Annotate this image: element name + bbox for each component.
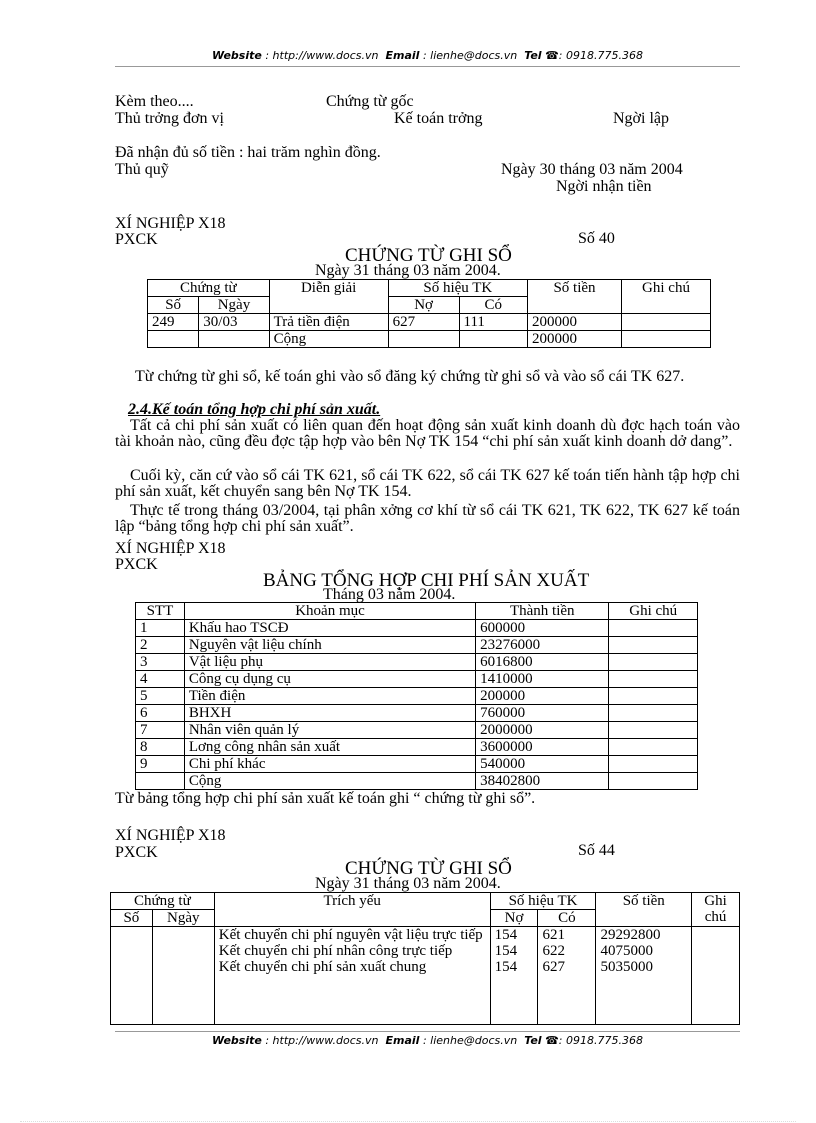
paragraph-4: Thực tế trong tháng 03/2004, tại phân xởng cơ khí từ sổ cái TK 621, TK 622, TK 627 kế toán lập “bảng tổng hợp chi phí sản xuất”. [115, 502, 740, 535]
section-date-3: Ngày 31 tháng 03 năm 2004. [315, 875, 501, 892]
col-trich-yeu: Trích yếu [214, 893, 490, 927]
thu-quy: Thủ quỹ [115, 161, 169, 178]
table-row [136, 620, 698, 637]
voucher-table-40 [147, 279, 711, 348]
row-stt: 3 [136, 654, 185, 671]
amount-value: 29292800 [600, 927, 661, 943]
col-chung-tu-3: Chứng từ [111, 893, 215, 910]
list-item: Kết chuyển chi phí nguyên vật liệu trực tiếp [218, 927, 483, 943]
amount-cell [596, 927, 692, 1025]
table-row [136, 671, 698, 688]
table-row [136, 739, 698, 756]
row-amount: 540000 [476, 756, 609, 773]
summary-subtitle: Tháng 03 năm 2004. [323, 586, 456, 603]
row-amount: 2000000 [476, 722, 609, 739]
company-name-2: XÍ NGHIỆP X18 [115, 540, 226, 557]
total-label: Cộng [184, 773, 475, 790]
table-row [136, 756, 698, 773]
row-stt: 4 [136, 671, 185, 688]
list-item: Kết chuyển chi phí sản xuất chung [218, 959, 427, 975]
list-item: Kết chuyển chi phí nhân công trực tiếp [218, 943, 453, 959]
col-chung-tu: Chứng từ [148, 280, 270, 297]
voucher-number-44: Số 44 [578, 842, 615, 859]
row-stt: 6 [136, 705, 185, 722]
row-amount: 23276000 [476, 637, 609, 654]
col-khoan-muc: Khoản mục [184, 603, 475, 620]
row-name: Công cụ dụng cụ [184, 671, 475, 688]
cell-ghi-chu [622, 314, 711, 331]
col-so-hieu: Số hiệu TK [388, 280, 527, 297]
phone-number-footer: : 0918.775.368 [558, 1034, 643, 1047]
row-stt: 2 [136, 637, 185, 654]
voucher-number: Số 40 [578, 230, 615, 247]
website-label: Website [212, 49, 262, 62]
col-so: Số [148, 297, 199, 314]
paragraph-3: Cuối kỳ, căn cứ vào sổ cái TK 621, sổ cái TK 622, sổ cái TK 627 kế toán tiến hành tập hợp chi phí sản xuất, kết chuyển sang bên Nợ TK 154. [115, 467, 740, 500]
cell-co: 111 [459, 314, 527, 331]
no-value: 154 [494, 959, 518, 975]
kem-theo: Kèm theo.... [115, 93, 194, 110]
row-amount: 200000 [476, 688, 609, 705]
row-name: Nguyên vật liệu chính [184, 637, 475, 654]
website-label-footer: Website [212, 1034, 262, 1047]
header-rule [115, 66, 740, 67]
col-ghi-chu: Ghi chú [622, 280, 711, 314]
row-name: Chi phí khác [184, 756, 475, 773]
ke-toan-truong: Kế toán trởng [394, 110, 483, 127]
nguoi-lap: Ngời lập [613, 110, 670, 127]
no-value: 154 [494, 943, 518, 959]
total-row [136, 773, 698, 790]
total-amount: 200000 [528, 331, 622, 348]
row-amount: 760000 [476, 705, 609, 722]
page-header [115, 49, 740, 62]
website-url[interactable]: : http://www.docs.vn [265, 49, 379, 62]
table-row [136, 705, 698, 722]
voucher-table-44 [110, 892, 740, 1025]
email-address[interactable]: : lienhe@docs.vn [422, 49, 518, 62]
cell-dien-giai: Trả tiền điện [269, 314, 388, 331]
section-title-3: CHỨNG TỪ GHI SỔ [345, 858, 512, 879]
col-thanh-tien: Thành tiền [476, 603, 609, 620]
summary-note: Từ bảng tổng hợp chi phí sản xuất kế toán ghi “ chứng từ ghi sổ”. [115, 790, 536, 807]
summary-table [135, 602, 698, 790]
thu-truong: Thủ trởng đơn vị [115, 110, 224, 127]
phone-number: : 0918.775.368 [558, 49, 643, 62]
col-so-tien: Số tiền [528, 280, 622, 314]
row-name: Vật liệu phụ [184, 654, 475, 671]
phone-icon: ☎ [545, 49, 559, 62]
col-so-hieu-3: Số hiệu TK [490, 893, 596, 910]
row-amount: 600000 [476, 620, 609, 637]
col-no: Nợ [388, 297, 459, 314]
summary-title: BẢNG TỔNG HỢP CHI PHÍ SẢN XUẤT [263, 570, 590, 591]
email-label: Email [385, 49, 420, 62]
website-url-footer[interactable]: : http://www.docs.vn [265, 1034, 379, 1047]
row-amount: 1410000 [476, 671, 609, 688]
total-label: Cộng [269, 331, 388, 348]
unit-name-2: PXCK [115, 556, 158, 573]
col-ngay: Ngày [199, 297, 269, 314]
row-name: BHXH [184, 705, 475, 722]
section-title: CHỨNG TỪ GHI SỔ [345, 245, 512, 266]
email-label-footer: Email [385, 1034, 420, 1047]
cell-ngay: 30/03 [199, 314, 269, 331]
phone-icon: ☎ [545, 1034, 559, 1047]
table-row [136, 637, 698, 654]
total-row [148, 331, 711, 348]
table-row [136, 654, 698, 671]
row-stt: 5 [136, 688, 185, 705]
footer-rule [115, 1031, 740, 1032]
co-value: 627 [542, 959, 565, 975]
table-row [136, 722, 698, 739]
tel-label: Tel [524, 49, 542, 62]
col-co: Có [459, 297, 527, 314]
no-cell [490, 927, 538, 1025]
row-name: Nhân viên quản lý [184, 722, 475, 739]
row-name: Tiền điện [184, 688, 475, 705]
table-row [111, 927, 740, 1025]
col-no-3: Nợ [490, 910, 538, 927]
no-value: 154 [494, 927, 518, 943]
col-stt: STT [136, 603, 185, 620]
row-name: Khấu hao TSCĐ [184, 620, 475, 637]
row-stt: 8 [136, 739, 185, 756]
company-name: XÍ NGHIỆP X18 [115, 215, 226, 232]
col-co-3: Có [538, 910, 596, 927]
page-edge [20, 1121, 796, 1122]
cell-tien: 200000 [528, 314, 622, 331]
col-so-3: Số [111, 910, 153, 927]
chung-tu-goc: Chứng từ gốc [326, 93, 414, 110]
row-stt: 9 [136, 756, 185, 773]
amount-value: 5035000 [600, 959, 653, 975]
cell-no: 627 [388, 314, 459, 331]
col-ngay-3: Ngày [152, 910, 214, 927]
row-stt: 7 [136, 722, 185, 739]
table-row [136, 688, 698, 705]
email-address-footer[interactable]: : lienhe@docs.vn [422, 1034, 518, 1047]
company-name-3: XÍ NGHIỆP X18 [115, 827, 226, 844]
table-row [148, 314, 711, 331]
nguoi-nhan: Ngời nhận tiền [556, 178, 652, 195]
trich-yeu-cell [214, 927, 490, 1025]
col-ghi-chu-2: Ghi chú [609, 603, 698, 620]
section-heading: 2.4.Kế toán tổng hợp chi phí sản xuất. [128, 401, 381, 418]
paragraph-2: Tất cả chi phí sản xuất có liên quan đến hoạt động sản xuất kinh doanh dù đợc hạch toán vào tài khoản nào, cũng đều đợc tập hợp vào bên Nợ TK 154 “chi phí sản xuất kinh doanh dở dang”. [115, 417, 740, 450]
amount-value: 4075000 [600, 943, 653, 959]
total-amount: 38402800 [476, 773, 609, 790]
ngay-ky: Ngày 30 tháng 03 năm 2004 [501, 161, 683, 178]
page-footer [115, 1034, 740, 1047]
co-cell [538, 927, 596, 1025]
da-nhan: Đã nhận đủ số tiền : hai trăm nghìn đồng. [115, 144, 381, 161]
unit-name-3: PXCK [115, 844, 158, 861]
co-value: 622 [542, 943, 565, 959]
row-stt: 1 [136, 620, 185, 637]
unit-name: PXCK [115, 231, 158, 248]
row-amount: 6016800 [476, 654, 609, 671]
tel-label-footer: Tel [524, 1034, 542, 1047]
co-value: 621 [542, 927, 565, 943]
cell-so: 249 [148, 314, 199, 331]
paragraph-1: Từ chứng từ ghi sổ, kế toán ghi vào sổ đăng ký chứng từ ghi sổ và vào sổ cái TK 627. [135, 368, 685, 385]
row-name: Lơng công nhân sản xuất [184, 739, 475, 756]
section-date: Ngày 31 tháng 03 năm 2004. [315, 262, 501, 279]
col-ghi-chu-3: Ghi chú [692, 893, 740, 927]
col-so-tien-3: Số tiền [596, 893, 692, 927]
col-dien-giai: Diễn giải [269, 280, 388, 314]
row-amount: 3600000 [476, 739, 609, 756]
